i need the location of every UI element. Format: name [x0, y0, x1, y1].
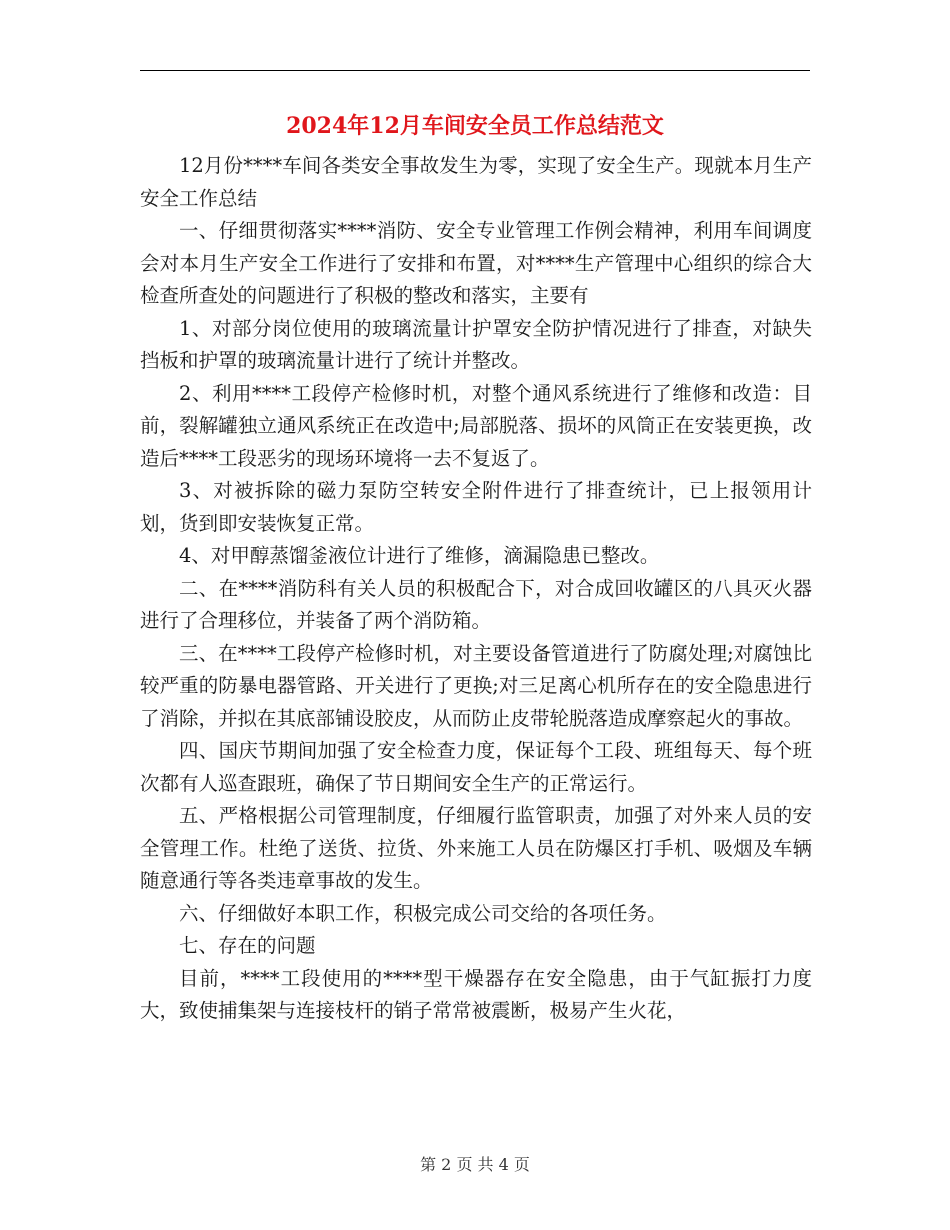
paragraph-intro: 12月份****车间各类安全事故发生为零，实现了安全生产。现就本月生产安全工作总结: [140, 154, 812, 210]
page-footer: 第 2 页 共 4 页: [420, 1155, 530, 1174]
paragraph-section-6: 六、仔细做好本职工作，积极完成公司交给的各项任务。: [179, 901, 667, 925]
paragraph-item-3: 3、对被拆除的磁力泵防空转安全附件进行了排查统计，已上报领用计划，货到即安装恢复正常。: [140, 479, 812, 535]
paragraph-section-2: 二、在****消防科有关人员的积极配合下，对合成回收罐区的八具灭火器进行了合理移位，并装备了两个消防箱。: [140, 576, 812, 632]
paragraph-item-1: 1、对部分岗位使用的玻璃流量计护罩安全防护情况进行了排查，对缺失挡板和护罩的玻璃流量计进行了统计并整改。: [140, 316, 812, 372]
paragraph-item-4: 4、对甲醇蒸馏釜液位计进行了维修，滴漏隐患已整改。: [179, 544, 660, 567]
document-title: 2024年12月车间安全员工作总结范文: [286, 113, 664, 139]
paragraph-section-7: 七、存在的问题: [179, 934, 316, 957]
paragraph-problem: 目前，****工段使用的****型干燥器存在安全隐患，由于气缸振打力度大，致使捕集架与连接枝杆的销子常常被震断，极易产生火花，: [140, 966, 812, 1022]
paragraph-section-1: 一、仔细贯彻落实****消防、安全专业管理工作例会精神，利用车间调度会对本月生产安全工作进行了安排和布置，对****生产管理中心组织的综合大检查所查处的问题进行了积极的整改和落实，主要有: [140, 219, 812, 307]
header-rule: [140, 70, 810, 71]
paragraph-item-2: 2、利用****工段停产检修时机，对整个通风系统进行了维修和改造：目前，裂解罐独立通风系统正在改造中;局部脱落、损坏的风筒正在安装更换，改造后****工段恶劣的现场环境将一去不复返了。: [140, 381, 812, 470]
paragraph-section-3: 三、在****工段停产检修时机，对主要设备管道进行了防腐处理;对腐蚀比较严重的防暴电器管路、开关进行了更换;对三足离心机所存在的安全隐患进行了消除，并拟在其底部铺设胶皮，从而防止皮带轮脱落造成摩察起火的事故。: [140, 641, 812, 730]
paragraph-section-4: 四、国庆节期间加强了安全检查力度，保证每个工段、班组每天、每个班次都有人巡查跟班，确保了节日期间安全生产的正常运行。: [140, 739, 812, 795]
document-body: [140, 150, 812, 1028]
paragraph-section-5: 五、严格根据公司管理制度，仔细履行监管职责，加强了对外来人员的安全管理工作。杜绝了送货、拉货、外来施工人员在防爆区打手机、吸烟及车辆随意通行等各类违章事故的发生。: [140, 804, 812, 892]
